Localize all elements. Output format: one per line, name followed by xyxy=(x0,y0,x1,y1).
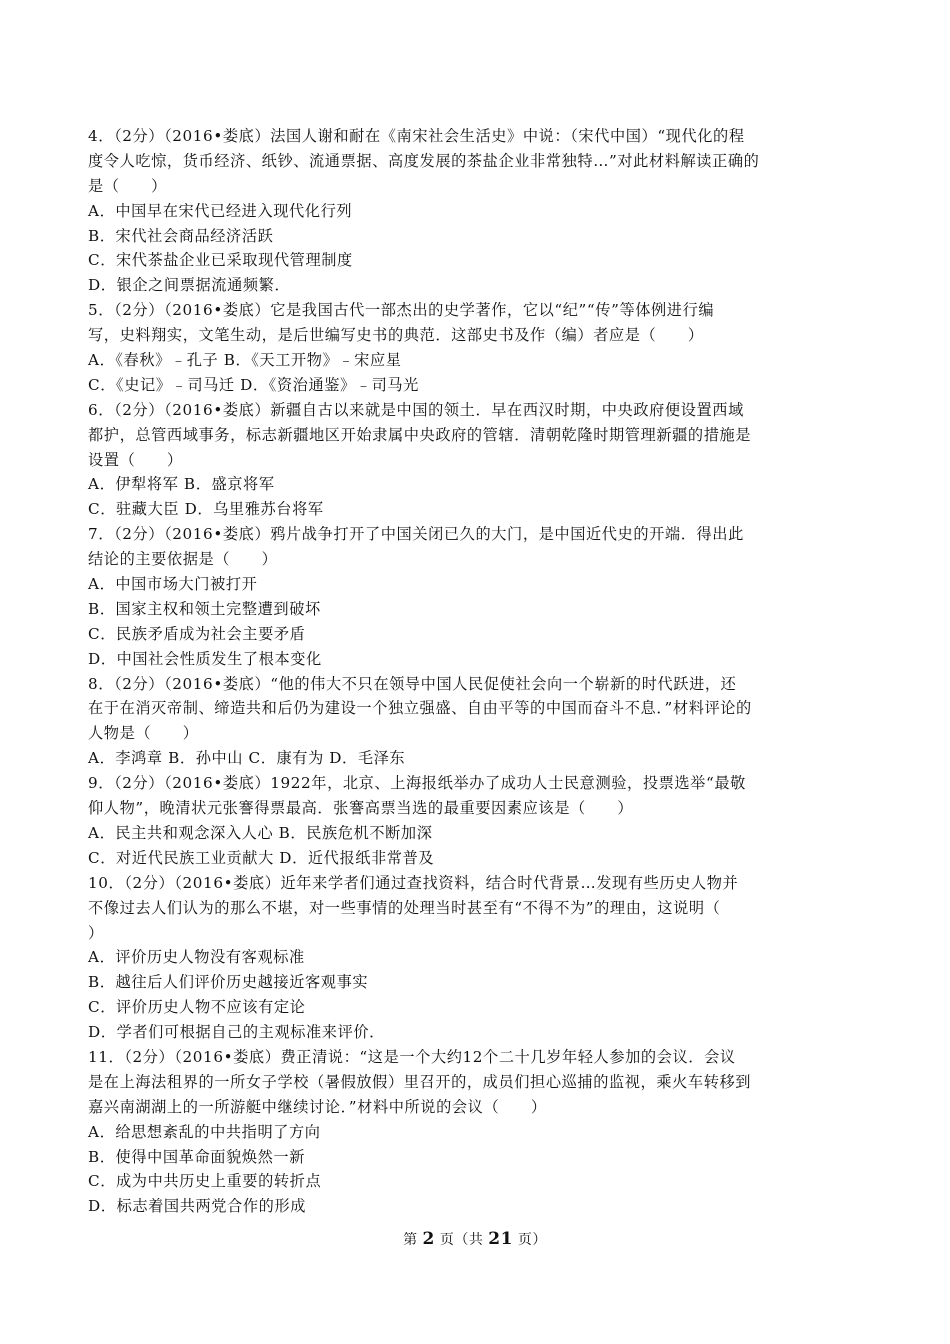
text-line: D．银企之间票据流通频繁． xyxy=(88,276,291,295)
text-line: 6．（2分）（2016•娄底）新疆自古以来就是中国的领土．早在西汉时期，中央政府便设置西域 xyxy=(88,400,744,419)
text-line: D．学者们可根据自己的主观标准来评价． xyxy=(88,1023,385,1042)
text-line: 仰人物”，晚清状元张謇得票最高．张謇高票当选的最重要因素应该是（ ） xyxy=(88,799,634,818)
text-line: 10．（2分）（2016•娄底）近年来学者们通过查找资料，结合时代背景…发现有些历史人物并 xyxy=(88,873,739,892)
text-line: C．宋代茶盐企业已采取现代管理制度 xyxy=(88,251,353,270)
text-line: 7．（2分）（2016•娄底）鸦片战争打开了中国关闭已久的大门，是中国近代史的开端．得出此 xyxy=(88,525,744,544)
text-line: A．给思想紊乱的中共指明了方向 xyxy=(88,1122,321,1141)
question-lines xyxy=(88,124,864,1219)
text-line: C．民族矛盾成为社会主要矛盾 xyxy=(88,624,306,643)
footer-prefix: 第 xyxy=(403,1232,418,1248)
text-line: A．中国市场大门被打开 xyxy=(88,575,258,594)
text-line: 11．（2分）（2016•娄底）费正清说：“这是一个大约12个二十几岁年轻人参加的会议．会议 xyxy=(88,1047,736,1066)
footer-page-number: 2 xyxy=(422,1229,435,1249)
text-line: D．标志着国共两党合作的形成 xyxy=(88,1197,307,1216)
text-line: 4．（2分）（2016•娄底）法国人谢和耐在《南宋社会生活史》中说：（宋代中国）“现代化的程 xyxy=(88,127,745,145)
text-line: C．《史记》﹣司马迁 D．《资治通鉴》﹣司马光 xyxy=(88,375,419,394)
text-line: 写，史料翔实，文笔生动，是后世编写史书的典范．这部史书及作（编）者应是（ ） xyxy=(88,326,704,345)
text-line: 嘉兴南湖湖上的一所游艇中继续讨论．”材料中所说的会议（ ） xyxy=(88,1097,547,1116)
text-line: A．中国早在宋代已经进入现代化行列 xyxy=(88,201,353,220)
text-line: 是（ ） xyxy=(88,176,167,195)
text-line: C．成为中共历史上重要的转折点 xyxy=(88,1172,322,1191)
text-line: 是在上海法租界的一所女子学校（暑假放假）里召开的，成员们担心巡捕的监视，乘火车转移到 xyxy=(88,1072,752,1091)
text-line: ） xyxy=(88,923,104,942)
text-line: 结论的主要依据是（ ） xyxy=(88,550,278,569)
text-line: 5．（2分）（2016•娄底）它是我国古代一部杰出的史学著作，它以“纪”“传”等体例进行编 xyxy=(88,301,715,320)
text-line: C．对近代民族工业贡献大 D．近代报纸非常普及 xyxy=(88,848,435,867)
text-line: B．宋代社会商品经济活跃 xyxy=(88,226,274,245)
document-body xyxy=(88,124,864,1219)
text-line: B．越往后人们评价历史越接近客观事实 xyxy=(88,973,369,992)
text-line: 度令人吃惊，货币经济、纸钞、流通票据、高度发展的茶盐企业非常独特…”对此材料解读正确的 xyxy=(88,151,760,170)
text-line: A．李鸿章 B．孙中山 C．康有为 D．毛泽东 xyxy=(88,749,406,768)
text-line: 人物是（ ） xyxy=(88,724,199,743)
footer-suffix: 页） xyxy=(517,1232,547,1248)
text-line: 8．（2分）（2016•娄底）“他的伟大不只在领导中国人民促使社会向一个崭新的时代跃进，还 xyxy=(88,674,737,693)
text-line: 设置（ ） xyxy=(88,450,183,469)
text-line: A．评价历史人物没有客观标准 xyxy=(88,948,305,967)
text-line: A．《春秋》﹣孔子 B．《天工开物》﹣宋应星 xyxy=(88,351,402,370)
text-line: A．民主共和观念深入人心 B．民族危机不断加深 xyxy=(88,823,433,842)
page-footer xyxy=(0,1229,950,1250)
text-line: 9．（2分）（2016•娄底）1922年，北京、上海报纸举办了成功人士民意测验，投票选举“最敬 xyxy=(88,774,746,793)
text-line: D．中国社会性质发生了根本变化 xyxy=(88,649,322,668)
text-line: B．国家主权和领土完整遭到破坏 xyxy=(88,599,321,618)
text-line: 在于在消灭帝制、缔造共和后仍为建设一个独立强盛、自由平等的中国而奋斗不息．”材料评论的 xyxy=(88,699,752,718)
text-line: C．驻藏大臣 D．乌里雅苏台将军 xyxy=(88,500,324,519)
text-line: 不像过去人们认为的那么不堪，对一些事情的处理当时甚至有“不得不为”的理由，这说明（ xyxy=(88,898,721,917)
text-line: C．评价历史人物不应该有定论 xyxy=(88,998,306,1017)
text-line: 都护，总管西域事务，标志新疆地区开始隶属中央政府的管辖．清朝乾隆时期管理新疆的措施是 xyxy=(88,425,752,444)
footer-middle: 页（共 xyxy=(439,1232,484,1248)
text-line: B．使得中国革命面貌焕然一新 xyxy=(88,1147,305,1166)
footer-total-pages: 21 xyxy=(488,1229,513,1249)
text-line: A．伊犁将军 B．盛京将军 xyxy=(88,475,275,494)
